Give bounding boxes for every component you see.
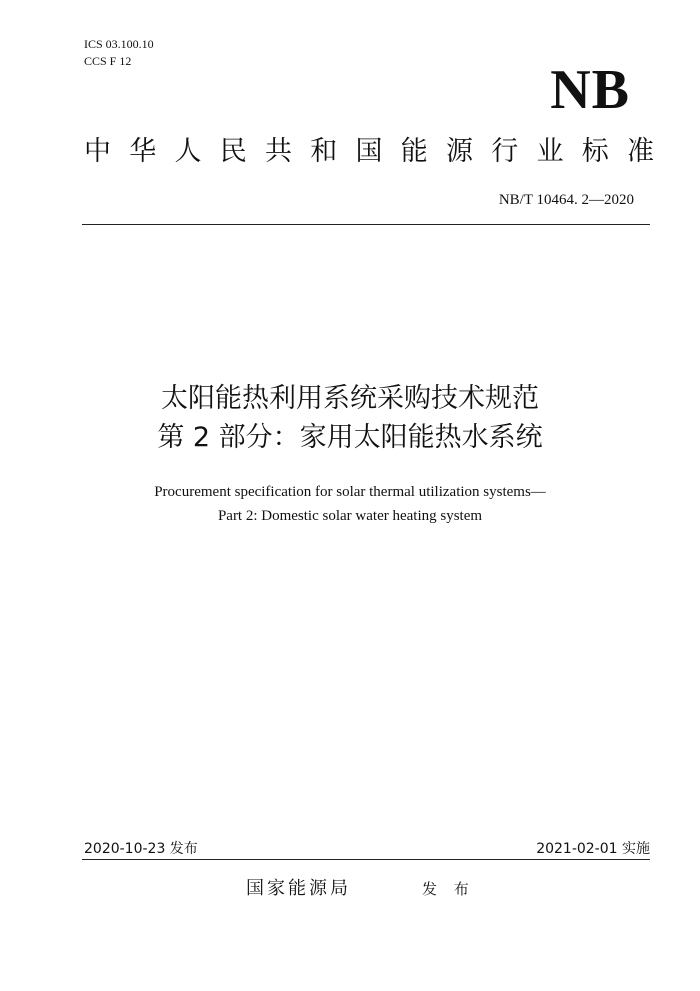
classification-codes	[84, 36, 154, 70]
standard-type-char: 人	[174, 136, 202, 167]
standard-type-char: 准	[627, 136, 654, 167]
ccs-code: CCS F 12	[84, 54, 132, 68]
standard-type-char: 标	[581, 136, 609, 167]
standard-number: NB/T 10464. 2—2020	[498, 192, 634, 208]
english-title-line-2: Part 2: Domestic solar water heating system	[217, 508, 483, 524]
issuing-authority: 国家能源局	[246, 878, 351, 899]
header-divider	[82, 224, 650, 225]
issue-label: 发 布	[422, 880, 475, 898]
standard-type-char: 中	[84, 136, 111, 167]
standard-type-char: 行	[491, 136, 519, 167]
standard-type-char: 业	[536, 136, 564, 167]
issue-date: 2020-10-23 发布	[84, 841, 198, 857]
standard-type-char: 能	[400, 136, 428, 167]
chinese-title-line-1: 太阳能热利用系统采购技术规范	[161, 383, 539, 414]
footer-divider	[82, 859, 650, 860]
standard-type-char: 民	[219, 136, 247, 167]
standard-type-char: 华	[129, 136, 157, 167]
standard-type-char: 共	[265, 136, 292, 167]
nb-logo: NB	[550, 59, 630, 121]
implementation-date: 2021-02-01 实施	[536, 841, 650, 857]
standard-type-char: 国	[355, 136, 383, 167]
chinese-title-line-2: 第 2 部分：家用太阳能热水系统	[157, 422, 543, 453]
standard-type-heading	[84, 134, 654, 170]
english-title-line-1: Procurement specification for solar thermal utilization systems—	[154, 484, 546, 500]
ics-code: ICS 03.100.10	[84, 37, 154, 51]
standard-type-char: 源	[446, 136, 473, 167]
standard-type-char: 和	[310, 136, 338, 167]
